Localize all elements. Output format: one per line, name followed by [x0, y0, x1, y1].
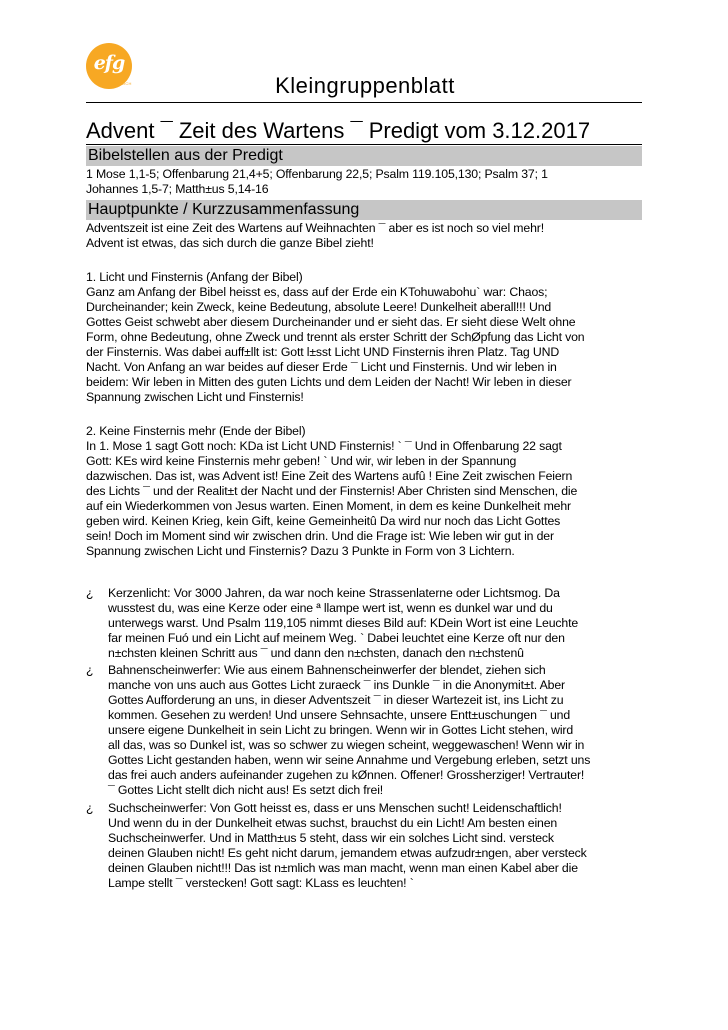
point1-line: Spannung zwischen Licht und Finsternis!	[86, 390, 304, 404]
point1-heading: 1. Licht und Finsternis (Anfang der Bibel)	[86, 270, 303, 284]
title-divider	[86, 144, 642, 145]
bullet-line: Gottes Licht gestanden haben, wenn wir seine Annahme und Vergebung erleben, setzt uns	[108, 753, 591, 767]
bullet-line: wusstest du, was eine Kerze oder eine ª llampe wert ist, wenn es dunkel war und du	[108, 601, 553, 615]
bullet-line: manche von uns auch aus Gottes Licht zuraeck ¯ ins Dunkle ¯ in die Anonymit±t. Aber	[108, 678, 565, 692]
section-heading-bible: Bibelstellen aus der Predigt	[86, 146, 642, 166]
bullet-line: Suchscheinwerfer: Von Gott heisst es, dass er uns Menschen sucht! Leidenschaftlich!	[108, 801, 562, 815]
point2-heading: 2. Keine Finsternis mehr (Ende der Bibel)	[86, 424, 306, 438]
bullet-line: das frei auch anders aufeinander zugehen zu kØnnen. Offener! Grossherziger! Vertrauter!	[108, 768, 585, 782]
bullet-line: Bahnenscheinwerfer: Wie aus einem Bahnenscheinwerfer der blendet, ziehen sich	[108, 663, 546, 677]
point1-line: Ganz am Anfang der Bibel heisst es, dass auf der Erde ein KTohuwabohu` war: Chaos;	[86, 285, 548, 299]
point2-line: des Lichts ¯ und der Realit±t der Nacht und der Finsternis! Aber Christen sind Menschen, die	[86, 484, 578, 498]
intro-line: Adventszeit ist eine Zeit des Wartens auf Weihnachten ¯ aber es ist noch so viel mehr!	[86, 221, 544, 235]
point2-line: In 1. Mose 1 sagt Gott noch: KDa ist Licht UND Finsternis! ` ¯ Und in Offenbarung 22 sagt	[86, 439, 562, 453]
point1-line: der Finsternis. Was dabei auff±llt ist: Gott l±sst Licht UND Finsternis ihren Platz. Tag UND	[86, 345, 560, 359]
point2-line: auf ein Wiederkommen von Jesus warten. Einen Moment, in dem es keine Dunkelheit mehr	[86, 499, 571, 513]
bible-ref-line: 1 Mose 1,1-5; Offenbarung 21,4+5; Offenbarung 22,5; Psalm 119.105,130; Psalm 37; 1	[86, 167, 548, 181]
bullet-line: deinen Glauben nicht! Es geht nicht darum, jemandem etwas aufzudr±ngen, aber versteck	[108, 846, 587, 860]
point1-line: Form, ohne Bedeutung, ohne Zweck und trennt als erster Schritt der SchØpfung das Licht von	[86, 330, 585, 344]
church-logo	[86, 43, 132, 89]
bullet-line: Kerzenlicht: Vor 3000 Jahren, da war noch keine Strassenlaterne oder Lichtsmog. Da	[108, 586, 560, 600]
bible-ref-line: Johannes 1,5-7; Matth±us 5,14-16	[86, 182, 269, 196]
header-divider	[86, 102, 642, 103]
point2-line: Gott: KEs wird keine Finsternis mehr geben! ` Und wir, wir leben in der Spannung	[86, 454, 517, 468]
point2-line: geben wird. Keinen Krieg, kein Gift, keine Gemeinheitû Da wird nur noch das Licht Gottes	[86, 514, 561, 528]
bullet-line: Gottes Aufforderung an uns, in dieser Adventszeit ¯ in dieser Wartezeit ist, ins Licht zu	[108, 693, 564, 707]
logo-tagline: WIESLOCH	[108, 81, 132, 86]
point1-line: Nacht. Von Anfang an war beides auf dieser Erde ¯ Licht und Finsternis. Und wir leben in	[86, 360, 557, 374]
bullet-line: deinen Glauben nicht!!! Das ist n±mlich was man macht, wenn man einen Kabel aber die	[108, 861, 578, 875]
sheet-title: Kleingruppenblatt	[275, 73, 455, 98]
logo-letters: efg	[93, 52, 125, 74]
bullet-line: Suchscheinwerfer. Und in Matth±us 5 steht, dass wir ein solches Licht sind. versteck	[108, 831, 554, 845]
point2-line: Spannung zwischen Licht und Finsternis? Dazu 3 Punkte in Form von 3 Lichtern.	[86, 544, 515, 558]
bullet-icon: ¿	[86, 586, 94, 600]
bullet-line: n±chsten kleinen Schritt aus ¯ und dann den n±chsten, danach den n±chstenû	[108, 646, 524, 660]
point2-line: sein! Doch im Moment sind wir zwischen drin. Und die Frage ist: Wie leben wir gut in der	[86, 529, 554, 543]
section-heading-summary: Hauptpunkte / Kurzzusammenfassung	[86, 200, 642, 220]
bullet-icon: ¿	[86, 801, 94, 815]
bullet-line: unterwegs warst. Und Psalm 119,105 nimmt dieses Bild auf: KDein Wort ist eine Leuchte	[108, 616, 579, 630]
bullet-icon: ¿	[86, 663, 94, 677]
bullet-line: Und wenn du in der Dunkelheit etwas suchst, brauchst du ein Licht! Am besten einen	[108, 816, 558, 830]
bullet-line: kommen. Gesehen zu werden! Und unsere Sehnsachte, unsere Entt±uschungen ¯ und	[108, 708, 571, 722]
bullet-line: unsere eigene Dunkelheit in sein Licht zu bringen. Wenn wir in Gottes Licht stehen, wird	[108, 723, 574, 737]
bullet-line: ¯ Gottes Licht stellt dich nicht aus! Es setzt dich frei!	[108, 783, 384, 797]
bullet-line: far meinen Fuó und ein Licht auf meinem Weg. ` Dabei leuchtet eine Kerze oft nur den	[108, 631, 565, 645]
point1-line: Gottes Geist schwebt aber diesem Durcheinander und er sieht das. Er sieht diese Welt ohne	[86, 315, 576, 329]
intro-line: Advent ist etwas, das sich durch die ganze Bibel zieht!	[86, 236, 374, 250]
point2-line: dazwischen. Das ist, was Advent ist! Eine Zeit des Wartens aufû ! Eine Zeit zwischen Feiern	[86, 469, 573, 483]
sermon-title: Advent ¯ Zeit des Wartens ¯ Predigt vom 3.12.2017	[86, 118, 591, 143]
point1-line: Durcheinander; kein Zweck, keine Bedeutung, absolute Leere! Dunkelheit aberall!!! Und	[86, 300, 552, 314]
bullet-line: Lampe stellt ¯ verstecken! Gott sagt: KLass es leuchten! `	[108, 876, 414, 890]
bullet-line: all das, was so Dunkel ist, was so schwer zu wiegen scheint, weggewaschen! Wenn wir in	[108, 738, 585, 752]
point1-line: beidem: Wir leben in Mitten des guten Lichts und dem Leiden der Nacht! Wir leben in dieser	[86, 375, 572, 389]
